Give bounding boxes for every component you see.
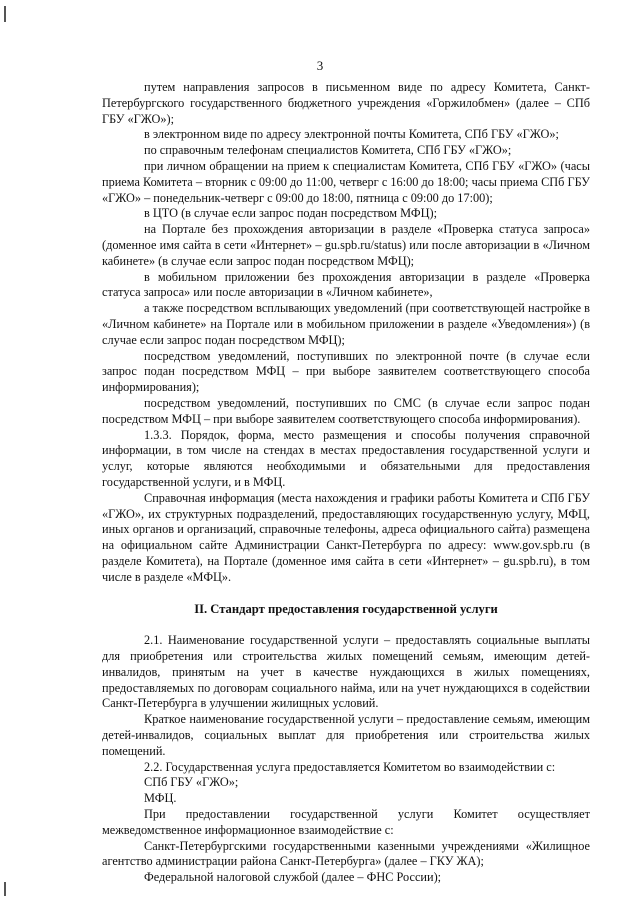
paragraph: 2.1. Наименование государственной услуги – предоставлять социальные выплаты для приобретения или строительства жилых помещений семьям, имеющим детей-инвалидов, принятым на учет в качестве нуждающихся в жилых помещениях, предоставляемых по договорам социального найма, или на учет нуждающихся в содействии Санкт-Петербурга в улучшении жилищных условий. (102, 633, 590, 711)
paragraph: в ЦТО (в случае если запрос подан посредством МФЦ); (144, 206, 437, 221)
paragraph: путем направления запросов в письменном виде по адресу Комитета, Санкт-Петербургского государственного бюджетного учреждения «Горжилобмен» (далее – СПб ГБУ «ГЖО»); (102, 80, 590, 126)
paragraph: посредством уведомлений, поступивших по СМС (в случае если запрос подан посредством МФЦ – при выборе заявителем соответствующего способа информирования). (102, 395, 590, 426)
paragraph: Санкт-Петербургскими государственными казенными учреждениями «Жилищное агентство администрации района Санкт-Петербурга» (далее – ГКУ ЖА); (102, 838, 590, 869)
paragraph: 2.2. Государственная услуга предоставляется Комитетом во взаимодействии с: (144, 759, 556, 774)
paragraph: Краткое наименование государственной услуги – предоставление семьям, имеющим детей-инвалидов, социальных выплат для приобретения или строительства жилых помещений. (102, 712, 590, 758)
section-title: II. Стандарт предоставления государственной услуги (194, 601, 498, 616)
paragraph: посредством уведомлений, поступивших по электронной почте (в случае если запрос подан посредством МФЦ – при выборе заявителем соответствующего способа информирования); (102, 348, 590, 395)
page-number: 3 (316, 58, 324, 73)
paragraph: МФЦ. (144, 791, 177, 806)
scan-edge-mark-bottom (4, 882, 6, 896)
section-2-text (102, 633, 590, 886)
paragraph: в мобильном приложении без прохождения авторизации в разделе «Проверка статуса запроса» или после авторизации в «Личном кабинете», (102, 269, 590, 300)
paragraph: Федеральной налоговой службой (далее – ФНС России); (144, 870, 442, 885)
paragraph: по справочным телефонам специалистов Комитета, СПб ГБУ «ГЖО»; (144, 143, 512, 158)
paragraph: а также посредством всплывающих уведомлений (при соответствующей настройке в «Личном кабинете» на Портале или в мобильном приложении в разделе «Уведомления») (в случае если запрос подан посредством МФЦ); (102, 301, 590, 347)
paragraph: в электронном виде по адресу электронной почты Комитета, СПб ГБУ «ГЖО»; (144, 127, 559, 142)
paragraph: При предоставлении государственной услуги Комитет осуществляет межведомственное информационное взаимодействие с: (102, 807, 590, 837)
section-1-text (102, 80, 590, 586)
scan-edge-mark-top (4, 6, 6, 22)
paragraph: при личном обращении на прием к специалистам Комитета, СПб ГБУ «ГЖО» (часы приема Комитета – вторник с 09:00 до 11:00, четверг с 16:00 до 18:00; часы приема СПб ГБУ «ГЖО» – понедельник-четверг с 09:00 до 18:00, пятница с 09:00 до 17:00); (102, 158, 590, 205)
paragraph: на Портале без прохождения авторизации в разделе «Проверка статуса запроса» (доменное имя сайта в сети «Интернет» – gu.spb.ru/status) или после авторизации в «Личном кабинете» (в случае если запрос подан посредством МФЦ); (102, 222, 590, 268)
paragraph: СПб ГБУ «ГЖО»; (144, 775, 239, 790)
paragraph: Справочная информация (места нахождения и графики работы Комитета и СПб ГБУ «ГЖО», их структурных подразделений, предоставляющих государственную услугу, МФЦ, иных органов и организаций, справочные телефоны, адреса официального сайта) размещена на официальном сайте Администрации Санкт-Петербурга по адресу: www.gov.spb.ru (в разделе Комитета), на Портале (доменное имя сайта в сети «Интернет» – gu.spb.ru), в том числе в разделе «МФЦ». (102, 490, 590, 584)
paragraph: 1.3.3. Порядок, форма, место размещения и способы получения справочной информации, в том числе на стендах в местах предоставления государственной услуги и услуг, которые являются необходимыми и обязательными для предоставления государственной услуги, и в МФЦ. (102, 427, 590, 489)
document-body (102, 80, 590, 886)
